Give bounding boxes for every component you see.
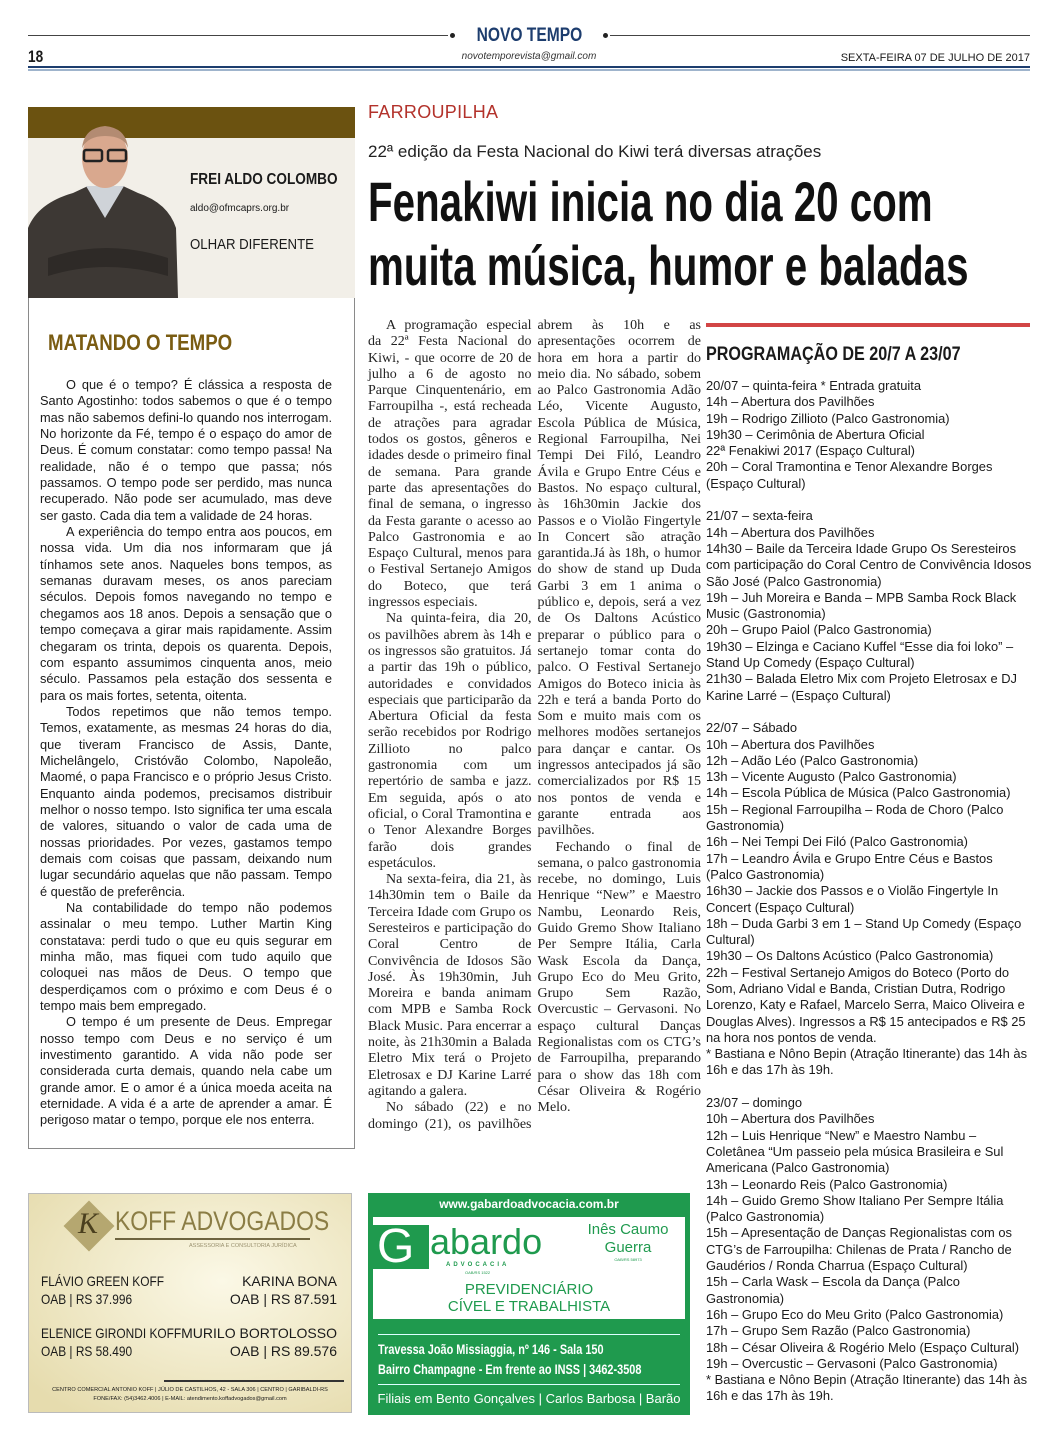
divider — [378, 1384, 680, 1385]
schedule-item: 14h30 – Baile da Terceira Idade Grupo Os Seresteiros com participação do Coral Centro de Convivência Idosos São José (Palco Gastronomia) — [706, 540, 1032, 589]
schedule-day — [706, 508, 1032, 704]
paragraph: A programação especial da 22ª Festa Nacional do Kiwi, - que ocorre de 20 de julho a 6 de agosto no Parque Cinquentenário, em Farroupilha -, está recheada de atrações para agradar todos os gostos, gêneros e idades desde o primeiro final de semana. Para grande parte das apresentações do final de semana, o ingresso da Festa garante o acesso ao Palco Gastronomia e ao Espaço Cultural, menos para o Festival Sertanejo Amigos do Boteco, que terá ingressos especiais. — [368, 318, 532, 611]
schedule-item: 21h30 – Balada Eletro Mix com Projeto Eletrosax e DJ Karine Larré – (Espaço Cultural) — [706, 671, 1017, 703]
gabardo-oab: OAB/RS 1522 — [465, 1270, 491, 1275]
header-rule — [28, 66, 1030, 68]
author-email: aldo@ofmcaprs.org.br — [190, 203, 290, 214]
paragraph: A experiência do tempo entra aos poucos, em nossa vida. Um dia nos informaram que já tínhamos sete anos. Naqueles bons tempos, as semanas duravam meses, os anos pareciam séculos. Depois fomos navegando no tempo e chegamos aos 18 anos. Depois a sensação que o tempo começava a girar mais rapidamente. Assim chegaram os trinta, depois os quarenta. Depois, com espanto assumimos cinquenta anos, meio século. Passamos pela estação dos sessenta e para os mais fortes, setenta, oitenta. — [40, 524, 332, 703]
author-name: FREI ALDO COLOMBO — [190, 171, 338, 188]
schedule-item: * Bastiana e Nôno Bepin (Atração Itinerante) das 14h às 16h e das 17h às 19h. — [706, 1046, 1028, 1078]
schedule-item: 22ª Fenakiwi 2017 (Espaço Cultural) — [706, 443, 915, 459]
headline-line: muita música, humor e baladas — [368, 234, 969, 297]
schedule-day-heading: 23/07 – domingo — [706, 1095, 803, 1111]
schedule-item: 12h – Adão Léo (Palco Gastronomia) — [706, 752, 919, 768]
paragraph: O que é o tempo? É clássica a resposta de Santo Agostinho: todos sabemos o que é o tempo mas não sabemos defini-lo quando nos interrogam. No horizonte da Fé, tempo é o espaço do amor de Deus. É comum constatar: como tempo passa! Na realidade, não é o tempo que passa; nós passamos. O tempo pode ser perdido, mas nunca recuperado. Não pode ser acumulado, mas deve ser gasto. Cada dia tem a validade de 24 horas. — [40, 377, 332, 523]
gabardo-partner: Inês Caumo Guerra OAB/RS 58973 — [587, 1221, 669, 1262]
schedule-item: 19h – Overcustic – Gervasoni (Palco Gastronomia) — [706, 1355, 998, 1371]
schedule-item: 10h – Abertura dos Pavilhões — [706, 736, 875, 752]
gabardo-address: Travessa João Missiaggia, nº 146 - Sala 150 Bairro Champagne - Em frente ao INSS | 3462-3508 — [378, 1341, 642, 1377]
gabardo-logo-sub: ADVOCACIA — [446, 1262, 510, 1268]
author-photo — [28, 118, 178, 298]
column-body — [40, 377, 332, 1129]
masthead-email: novotemporevista@gmail.com — [461, 51, 597, 62]
schedule-item: 16h30 – Jackie dos Passos e o Violão Fingertyle In Concert (Espaço Cultural) — [706, 883, 999, 915]
schedule-item: 20h – Coral Tramontina e Tenor Alexandre Borges (Espaço Cultural) — [706, 459, 993, 491]
lawyer: KARINA BONA OAB | RS 87.591 — [229, 1273, 337, 1307]
schedule-item: 16h – Grupo Eco do Meu Grito (Palco Gastronomia) — [706, 1306, 1004, 1322]
schedule-item: 15h – Regional Farroupilha – Roda de Choro (Palco Gastronomia) — [706, 801, 1004, 834]
schedule-day-heading: 20/07 – quinta-feira * Entrada gratuita — [706, 378, 921, 393]
lawyer: ELENICE GIRONDI KOFF OAB | RS 58.490 — [41, 1325, 182, 1359]
schedule-item: 19h30 – Elzinga e Caciano Kuffel “Esse dia foi loko” – Stand Up Comedy (Espaço Cultural) — [706, 638, 1014, 671]
schedule-item: 20h – Grupo Paiol (Palco Gastronomia) — [706, 622, 932, 638]
paragraph: Na quinta-feira, dia 20, os pavilhões abrem às 14h e os ingressos são gratuitos. Já a partir das 19h o público, autoridades e convidados especiais que participarão da Abertura Oficial da festa serão recebidos por Rodrigo Zillioto no palco gastronomia com um repertório de samba e jazz. Em seguida, após o ato oficial, o Coral Tramontina e o Tenor Alexandre Borges farão dois grandes espetáculos. — [368, 611, 532, 871]
paragraph: No sábado (22) e no domingo (21), os pavilhões abrem às 10h e as apresentações ocorrem de hora em hora a partir do meio dia. No sábado, sobem ao Palco Gastronomia Adão Léo, Vicente Augusto, Escola Pública de Música, Regional Farroupilha, Nei Tempi Dei Filó, Leandro Ávila e Grupo Entre Céus e Bastos. No espaço cultural, às 16h30min Jackie dos Passos e o Violão Fingertyle In Concert são atração garantida.Já às 18h, o humor do show de stand up Duda Garbi 3 em 1 anima o público e, depois, será a vez de Os Daltons Acústico preparar o público para o sertanejo tomar conta do palco. O Festival Sertanejo Amigos do Boteco inicia às 22h e terá a banda Porto do Som e muito mais com os melhores modões sertanejos para dançar e cantar. Os ingressos antecipados já são comercializados por R$ 15 nos pontos de venda e garante entrada aos pavilhões. — [368, 318, 701, 1132]
gabardo-logo-g: G — [373, 1225, 429, 1269]
schedule-item: 18h – Duda Garbi 3 em 1 – Stand Up Comedy (Espaço Cultural) — [706, 915, 1022, 948]
page-number: 18 — [28, 47, 44, 66]
schedule-item: 13h – Leonardo Reis (Palco Gastronomia) — [706, 1176, 948, 1192]
lawyer: FLÁVIO GREEN KOFF OAB | RS 37.996 — [41, 1273, 164, 1307]
schedule-item: 14h – Abertura dos Pavilhões — [706, 394, 875, 410]
ad-gabardo-advocacia — [368, 1193, 690, 1415]
schedule-item: 19h – Rodrigo Zillioto (Palco Gastronomia) — [706, 410, 950, 426]
paragraph: O tempo é um presente de Deus. Empregar nosso tempo com Deus e no serviço é um investimento garantido. A vida não pode ser considerada curta demais, quando nela cabe um grande amor. E o amor é a única moeda aceita na eternidade. A vida é a arte de aprender a amar. É perigoso matar o tempo, porque ele nos enterra. — [40, 1014, 332, 1128]
schedule-accent-bar — [706, 323, 1030, 327]
koff-logo-letter: K — [78, 1207, 99, 1240]
schedule-item: 15h – Carla Wask – Escola da Dança (Palco Gastronomia) — [706, 1274, 960, 1306]
headline-line: Fenakiwi inicia no dia 20 com — [368, 170, 933, 233]
schedule-day — [706, 378, 1032, 492]
schedule-item: 14h – Abertura dos Pavilhões — [706, 524, 875, 540]
koff-rule — [115, 1238, 310, 1240]
paragraph: Todos repetimos que não temos tempo. Temos, exatamente, as mesmas 24 horas do dia, que tiveram Francisco de Assis, Dante, Michelângelo, Cristóvão Colombo, Napoleão, Maomé, o papa Francisco e o próprio Jesus Cristo. Enquanto ainda podemos, precisamos distribuir melhor o nosso tempo. Isto significa ter uma escala de valores, situando o valor de cada uma de nossas prioridades. Por vezes, gastamos tempo demais com coisas que passam, deixando num lugar secundário aquelas que não passam. Tempo é questão de preferência. — [40, 703, 332, 899]
paragraph: Fechando o final de semana, o palco gastronomia recebe, no domingo, Luis Henrique “New” e Maestro Nambu, Leonardo Reis, Guido Gremo Show Italiano Per Sempre Itália, Carla Wask Escola da Dança, Grupo Eco do Meu Grito, Grupo Sem Razão, Overcustic – Gervasoni. No espaço cultural Danças Regionalistas com os CTG’s de Farroupilha, preparando para o show das 18h com César Oliveira & Rogério Melo. — [537, 839, 701, 1116]
schedule-item: 12h – Luis Henrique “New” e Maestro Nambu – Coletânea “Um passeio pela música Brasileira e Sul Americana (Palco Gastronomia) — [706, 1127, 1004, 1176]
paragraph: Na contabilidade do tempo não podemos assinalar o meu tempo. Luther Martin King constatava: perdi tudo o que eu quis segurar em minha mão, mas fiquei com tudo aquilo que coloquei nas mãos de Deus. O tempo que desperdiçamos com o próximo e com Deus é o tempo mais bem empregado. — [40, 900, 332, 1014]
gabardo-branches: Filiais em Bento Gonçalves | Carlos Barbosa | Barão — [377, 1391, 681, 1406]
koff-address: CENTRO COMERCIAL ANTONIO KOFF | JÚLIO DE CASTILHOS, 42 - SALA 306 | CENTRO | GARIBALDI-RS FONE/FAX: (54)3462.4006 | E-MAIL: atendimento.koffadvogados@gmail.com — [52, 1387, 328, 1402]
schedule-item: 17h – Leandro Ávila e Grupo Entre Céus e Bastos (Palco Gastronomia) — [706, 850, 993, 882]
article-body — [368, 318, 701, 1133]
schedule-item: 19h – Juh Moreira e Banda – MPB Samba Rock Black Music (Gastronomia) — [706, 589, 1017, 622]
schedule-day-heading: 21/07 – sexta-feira — [706, 508, 813, 524]
divider — [378, 1334, 680, 1335]
schedule-item: 22h – Festival Sertanejo Amigos do Boteco (Porto do Som, Adriano Vidal e Banda, Cristian Dutra, Rodrigo Lorenzo, Katy e Rafael, Marcelo Serra, Maico Oliveira e Douglas Alves). Ingressos a R$ 15 antecipados e R$ 25 na hora nos pontos de venda. — [706, 964, 1026, 1045]
schedule-item: 17h – Grupo Sem Razão (Palco Gastronomia) — [706, 1323, 971, 1339]
koff-brand: KOFF ADVOGADOS — [115, 1206, 330, 1236]
schedule-item: 13h – Vicente Augusto (Palco Gastronomia) — [706, 769, 957, 785]
article-kicker: FARROUPILHA — [368, 102, 499, 122]
schedule-item: 16h – Nei Tempi Dei Filó (Palco Gastronomia) — [706, 834, 968, 850]
gabardo-url[interactable]: www.gabardoadvocacia.com.br — [439, 1197, 619, 1211]
schedule-day — [706, 1095, 1032, 1405]
lawyer: MURILO BORTOLOSSO OAB | RS 89.576 — [181, 1325, 337, 1359]
schedule-item: 14h – Escola Pública de Música (Palco Gastronomia) — [706, 785, 1011, 801]
schedule-item: 18h – César Oliveira & Rogério Melo (Espaço Cultural) — [706, 1339, 1020, 1355]
gabardo-logo: abardo — [430, 1221, 543, 1262]
schedule-item: 19h30 – Os Daltons Acústico (Palco Gastronomia) — [706, 948, 994, 964]
schedule-item: 15h – Apresentação de Danças Regionalistas com os CTG’s de Farroupilha: Chilenas de Prata / Rancho de Gaudérios / Ronda Charrua (Espaço Cultural) — [706, 1225, 1012, 1274]
masthead: NOVO TEMPO — [476, 25, 582, 46]
schedule-day-heading: 22/07 – Sábado — [706, 720, 798, 736]
schedule-item: 14h – Guido Gremo Show Italiano Per Sempre Itália (Palco Gastronomia) — [706, 1192, 1004, 1225]
koff-footer-rule — [164, 1380, 344, 1382]
schedule-list — [706, 378, 1032, 1421]
koff-tagline: ASSESSORIA E CONSULTORIA JURÍDICA — [189, 1243, 297, 1249]
header-rule-light — [28, 69, 1030, 71]
issue-date: SEXTA-FEIRA 07 DE JULHO DE 2017 — [840, 52, 1030, 64]
schedule-title: PROGRAMAÇÃO DE 20/7 A 23/07 — [706, 344, 961, 365]
schedule-item: 19h30 – Cerimônia de Abertura Oficial — [706, 426, 925, 442]
schedule-day — [706, 720, 1032, 1079]
schedule-item: * Bastiana e Nôno Bepin (Atração Itinerante) das 14h às 16h e das 17h às 19h. — [706, 1372, 1028, 1404]
article-headline — [368, 170, 1058, 298]
paragraph: Na sexta-feira, dia 21, às 14h30min tem o Baile da Terceira Idade com Grupo os Seresteiros e participação do Coral Centro de Convivência de Idosos São José. Às 19h30min, Juh Moreira e banda animam com MPB e Samba Rock Black Music. Para encerrar a noite, às 21h30min a Balada Eletro Mix terá o Projeto Eletrosax e DJ Karine Larré agitando a galera. — [368, 872, 532, 1099]
article-subtitle: 22ª edição da Festa Nacional do Kiwi terá diversas atrações — [368, 142, 822, 161]
gabardo-areas: PREVIDENCIÁRIO CÍVEL E TRABALHISTA — [447, 1281, 611, 1315]
column-title: MATANDO O TEMPO — [48, 330, 233, 355]
schedule-item: 10h – Abertura dos Pavilhões — [706, 1111, 875, 1127]
column-name: OLHAR DIFERENTE — [190, 236, 314, 253]
ad-koff-advogados — [28, 1193, 352, 1413]
